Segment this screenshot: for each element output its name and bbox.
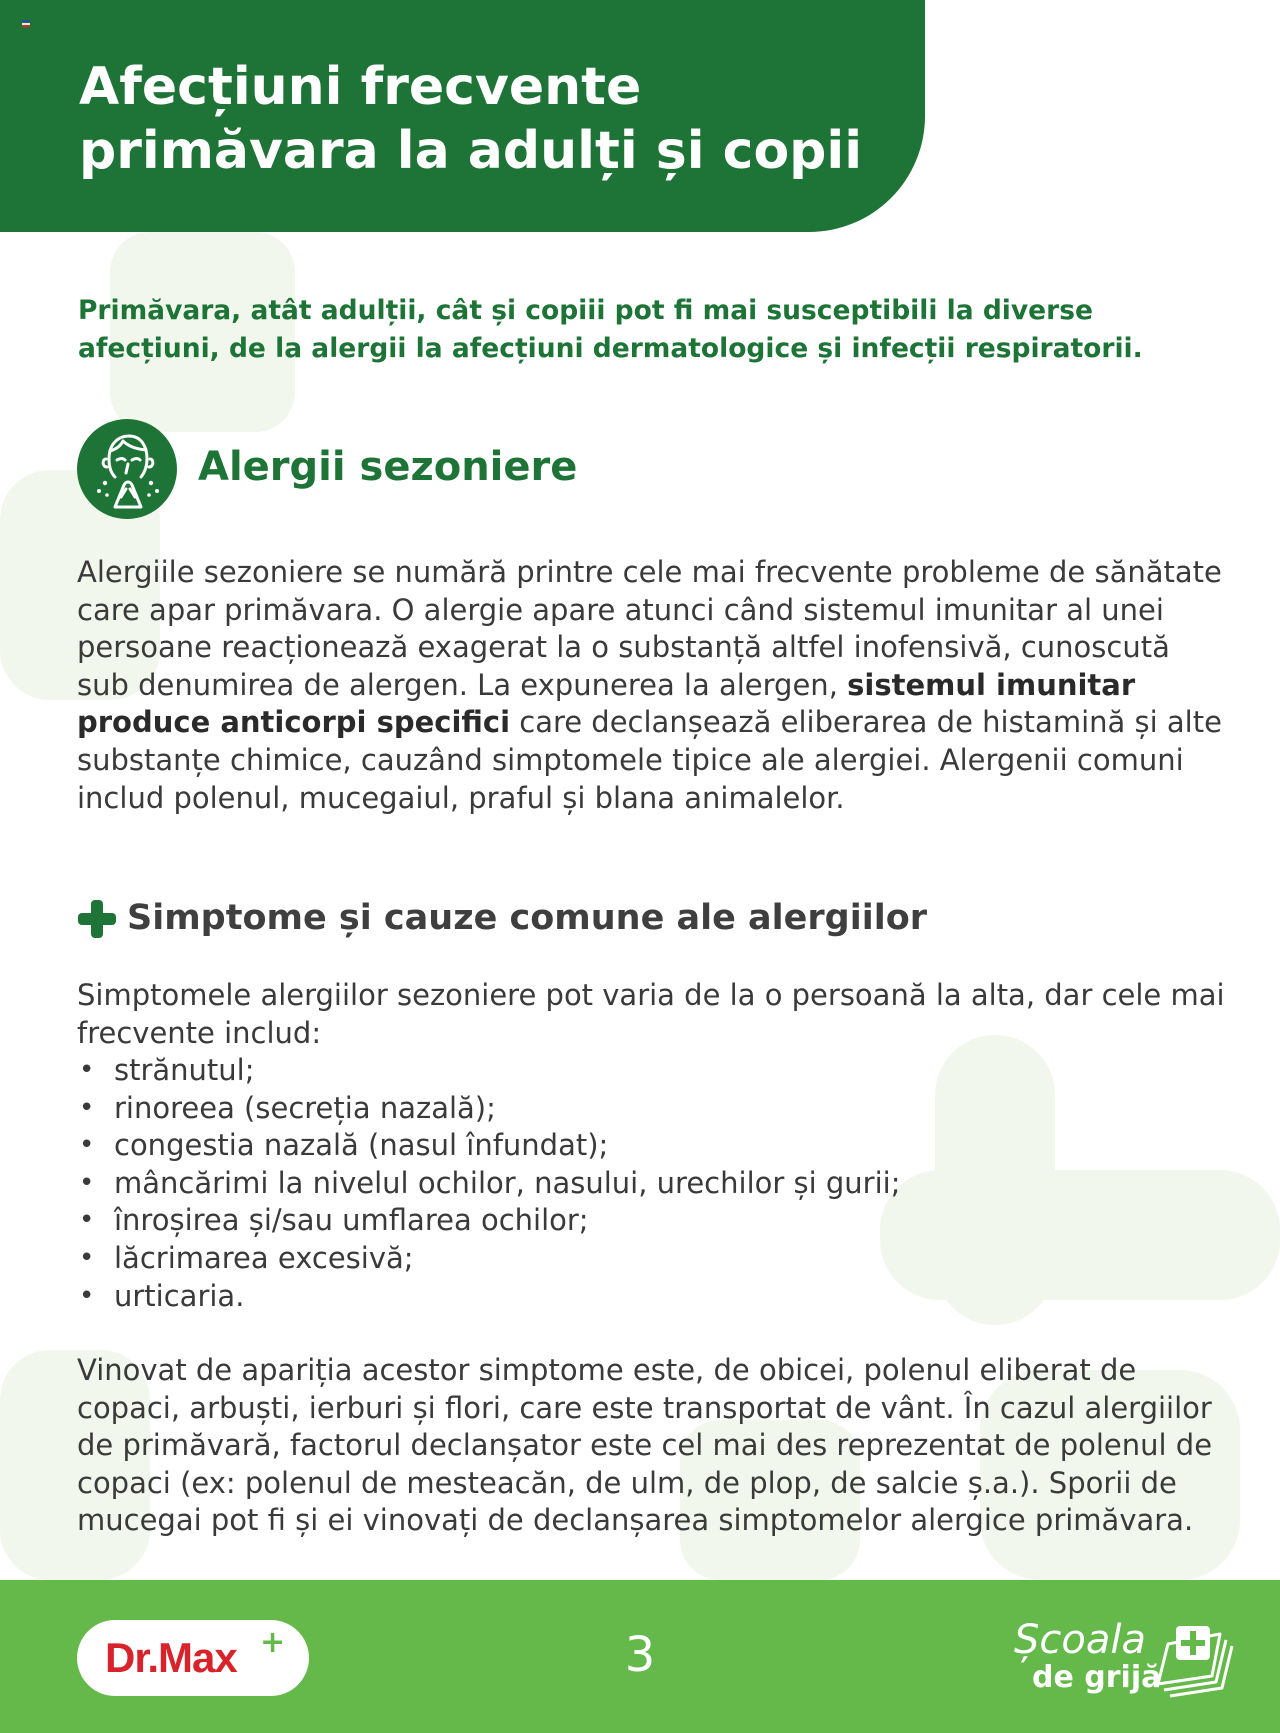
list-item: • înroșirea și/sau umflarea ochilor; [77, 1202, 1227, 1240]
bullet-icon: • [79, 1280, 95, 1311]
list-item: • rinoreea (secreția nazală); [77, 1090, 1227, 1128]
page-title-line-2: primăvara la adulți și copii [79, 121, 863, 181]
intro-paragraph: Primăvara, atât adulții, cât și copiii pot fi mai susceptibili la diverse afecțiuni, de la alergii la afecțiuni dermatologice și infecții respiratorii. [78, 295, 1143, 364]
paragraph-text-start: Alergiile sezoniere se numără printre cele mai frecvente probleme de sănătate care apar primăvara. O alergie apare atunci când sistemul imunitar al unei persoane reacționează exagerat la o substanță altfel inofensivă, cunoscută sub denumirea de alergen. La expunerea la alergen, [77, 555, 1222, 702]
scoala-de-grija-logo [1010, 1614, 1240, 1704]
paragraph-text-end: care declanșează eliberarea de histamină și alte substanțe chimice, cauzând simptomele tipice ale alergiei. Alergenii comuni includ polenul, mucegaiul, praful și blana animalelor. [77, 705, 1222, 815]
bullet-icon: • [79, 1205, 95, 1236]
drmax-logo-text: Dr.Max [105, 1634, 237, 1681]
bullet-icon: • [79, 1167, 95, 1198]
symptom-list [77, 1052, 1227, 1315]
bullet-icon: • [79, 1130, 95, 1161]
page-title [79, 55, 909, 183]
bullet-icon: • [79, 1055, 95, 1085]
subsection-title: Simptome și cauze comune ale alergiilor [127, 898, 928, 938]
list-item: • urticaria. [77, 1278, 1227, 1316]
bullet-icon: • [79, 1092, 95, 1123]
list-item: • lăcrimarea excesivă; [77, 1240, 1227, 1278]
page-number: 3 [624, 1627, 656, 1683]
symptoms-intro-paragraph: Simptomele alergiilor sezoniere pot varia de la o persoană la alta, dar cele mai frecvente includ: [77, 978, 1225, 1050]
list-item: • congestia nazală (nasul înfundat); [77, 1127, 1227, 1165]
logo-plus-icon: + [260, 1625, 286, 1660]
book-plus-icon [1150, 1614, 1240, 1704]
bullet-icon: • [79, 1242, 95, 1273]
causes-paragraph: Vinovat de apariția acestor simptome este, de obicei, polenul eliberat de copaci, arbuști, ierburi și flori, care este transportat de vânt. În cazul alergiilor de primăvară, factorul declanșator este cel mai des reprezentat de polenul de copaci (ex: polenul de mesteacăn, de ulm, de plop, de salcie ș.a.). Sporii de mucegai pot fi și ei vinovați de declanșarea simptomelor alergice primăvara. [77, 1353, 1213, 1538]
plus-icon [77, 899, 117, 939]
flag-icon [22, 20, 30, 27]
list-item: • strănutul; [77, 1052, 1227, 1090]
drmax-logo[interactable] [77, 1620, 309, 1696]
allergy-description-paragraph [77, 554, 1227, 817]
page-title-line-1: Afecțiuni frecvente [79, 57, 642, 117]
scoala-logo-line-2: de grijă [1032, 1660, 1162, 1695]
section-title: Alergii sezoniere [198, 444, 578, 490]
list-item: • mâncărimi la nivelul ochilor, nasului, urechilor și gurii; [77, 1165, 1227, 1203]
paragraph-bold-text: sistemul imunitar produce anticorpi specifici [77, 667, 1136, 740]
sneezing-face-icon [77, 419, 177, 519]
footer-bar [0, 1580, 1280, 1733]
scoala-logo-line-1: Școala [1014, 1617, 1146, 1663]
